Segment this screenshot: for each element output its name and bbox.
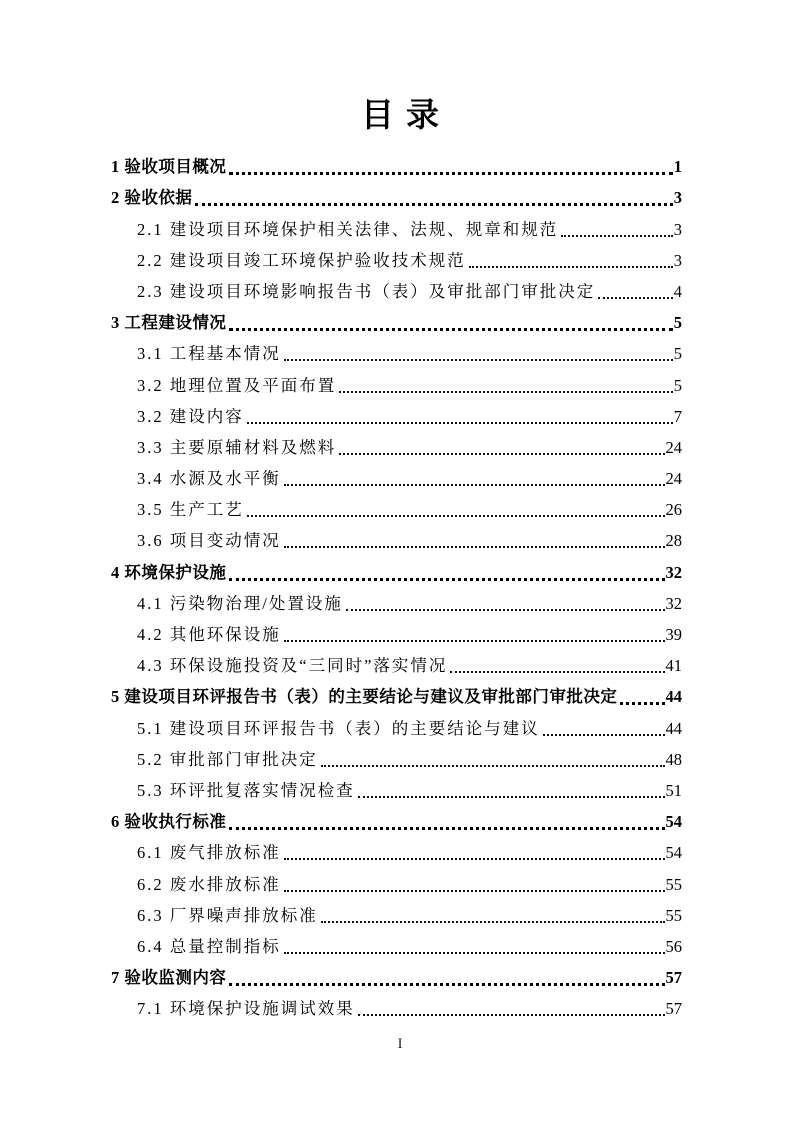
toc-entry[interactable] [111,276,682,307]
toc-entry-label: 1 验收项目概况 [111,157,227,177]
toc-entry-page-number: 7 [673,406,682,426]
toc-entry-label: 4 环境保护设施 [111,562,227,582]
toc-leader-dots [284,890,665,892]
toc-entry-page-number: 39 [665,625,682,645]
toc-entry[interactable] [111,245,682,276]
toc-entry-page-number: 48 [665,749,682,769]
toc-entry-page-number: 32 [665,593,682,613]
toc-entry-label: 3.5 生产工艺 [137,500,244,520]
toc-entry-label: 5.1 建设项目环评报告书（表）的主要结论与建议 [137,718,540,738]
toc-entry[interactable] [111,806,682,837]
toc-leader-dots [284,640,665,642]
toc-entry-page-number: 24 [665,469,682,489]
page-title: 目录 [361,98,451,134]
toc-entry-label: 6.1 废气排放标准 [137,843,281,863]
toc-entry-page-number: 1 [673,157,682,177]
toc-entry-page-number: 57 [665,968,682,988]
toc-entry-page-number: 5 [673,313,682,333]
toc-entry[interactable] [111,463,682,494]
toc-entry-page-number: 26 [665,500,682,520]
toc-entry[interactable] [111,775,682,806]
toc-entry-page-number: 55 [665,905,682,925]
toc-entry[interactable] [111,525,682,556]
toc-entry[interactable] [111,151,682,182]
toc-entry[interactable] [111,494,682,525]
toc-leader-dots [284,858,665,860]
toc-leader-dots [247,422,673,424]
toc-entry-label: 3.3 主要原辅材料及燃料 [137,437,337,457]
toc-leader-dots [229,328,672,331]
toc-entry-label: 5.2 审批部门审批决定 [137,749,318,769]
toc-list [111,151,682,1024]
toc-leader-dots [598,297,673,299]
toc-entry[interactable] [111,213,682,244]
toc-entry-label: 3.2 地理位置及平面布置 [137,375,337,395]
toc-entry-label: 4.2 其他环保设施 [137,625,281,645]
toc-entry-page-number: 5 [673,344,682,364]
toc-entry-label: 6 验收执行标准 [111,812,227,832]
toc-entry-label: 2.2 建设项目竣工环境保护验收技术规范 [137,250,466,270]
toc-entry-label: 5 建设项目环评报告书（表）的主要结论与建议及审批部门审批决定 [111,687,618,707]
toc-entry-page-number: 54 [665,843,682,863]
toc-entry-label: 3.1 工程基本情况 [137,344,281,364]
toc-leader-dots [247,515,665,517]
toc-entry-page-number: 24 [665,437,682,457]
toc-entry[interactable] [111,619,682,650]
toc-entry-label: 4.3 环保设施投资及“三同时”落实情况 [137,656,448,676]
toc-entry-label: 3.2 建设内容 [137,406,244,426]
toc-leader-dots [543,734,665,736]
toc-entry-label: 6.3 厂界噪声排放标准 [137,905,318,925]
toc-leader-dots [620,702,664,705]
toc-entry[interactable] [111,432,682,463]
toc-entry-label: 2.1 建设项目环境保护相关法律、法规、规章和规范 [137,219,559,239]
toc-entry[interactable] [111,307,682,338]
toc-leader-dots [229,827,664,830]
toc-entry-label: 6.4 总量控制指标 [137,936,281,956]
toc-entry-label: 4.1 污染物治理/处置设施 [137,593,343,613]
toc-entry-label: 7.1 环境保护设施调试效果 [137,999,355,1019]
toc-entry-label: 5.3 环评批复落实情况检查 [137,780,355,800]
toc-entry[interactable] [111,962,682,993]
toc-leader-dots [321,921,665,923]
toc-entry-page-number: 57 [665,999,682,1019]
toc-entry[interactable] [111,837,682,868]
page-footer-number: I [397,1036,403,1052]
toc-leader-dots [284,359,673,361]
toc-leader-dots [284,952,665,954]
toc-leader-dots [229,578,664,581]
toc-leader-dots [339,391,673,393]
toc-entry-page-number: 3 [673,219,682,239]
toc-entry-page-number: 28 [665,531,682,551]
toc-leader-dots [284,484,665,486]
toc-leader-dots [346,609,665,611]
toc-entry[interactable] [111,900,682,931]
toc-entry-label: 3.6 项目变动情况 [137,531,281,551]
toc-entry[interactable] [111,868,682,899]
toc-entry[interactable] [111,712,682,743]
toc-entry[interactable] [111,182,682,213]
toc-entry-page-number: 41 [665,656,682,676]
toc-entry[interactable] [111,931,682,962]
toc-entry-page-number: 4 [673,281,682,301]
toc-leader-dots [229,172,672,175]
toc-entry[interactable] [111,744,682,775]
toc-leader-dots [321,765,665,767]
toc-leader-dots [284,546,665,548]
toc-leader-dots [469,266,673,268]
toc-entry[interactable] [111,588,682,619]
toc-entry[interactable] [111,993,682,1024]
toc-entry[interactable] [111,369,682,400]
toc-leader-dots [561,235,673,237]
toc-entry-label: 2 验收依据 [111,188,193,208]
toc-entry[interactable] [111,650,682,681]
toc-entry-page-number: 5 [673,375,682,395]
toc-entry[interactable] [111,681,682,712]
toc-entry-label: 3.4 水源及水平衡 [137,469,281,489]
toc-entry-page-number: 44 [665,687,682,707]
toc-entry-page-number: 3 [673,188,682,208]
toc-entry-page-number: 32 [665,562,682,582]
toc-entry-page-number: 51 [665,780,682,800]
toc-leader-dots [195,203,672,206]
toc-leader-dots [358,1014,665,1016]
toc-entry-label: 6.2 废水排放标准 [137,874,281,894]
toc-entry-page-number: 44 [665,718,682,738]
toc-leader-dots [229,983,664,986]
toc-leader-dots [358,796,665,798]
toc-entry[interactable] [111,556,682,587]
toc-entry-page-number: 55 [665,874,682,894]
toc-leader-dots [450,671,664,673]
toc-entry[interactable] [111,338,682,369]
toc-entry-label: 3 工程建设情况 [111,313,227,333]
toc-entry-page-number: 3 [673,250,682,270]
toc-entry-label: 7 验收监测内容 [111,968,227,988]
toc-entry[interactable] [111,401,682,432]
toc-entry-page-number: 56 [665,936,682,956]
toc-entry-label: 2.3 建设项目环境影响报告书（表）及审批部门审批决定 [137,281,596,301]
toc-leader-dots [339,453,664,455]
toc-entry-page-number: 54 [665,812,682,832]
